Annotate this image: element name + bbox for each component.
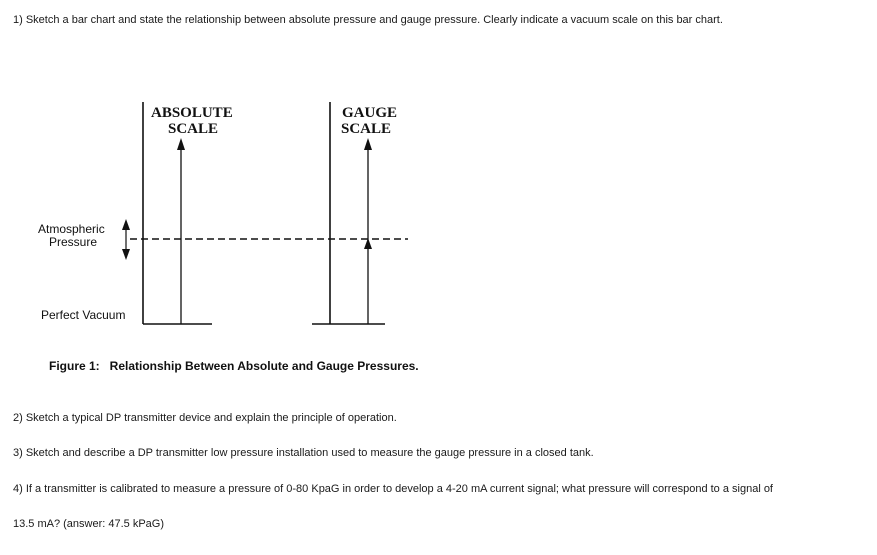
absolute-scale-arrowhead xyxy=(177,138,185,150)
question-4-text-line2: 13.5 mA? (answer: 47.5 kPaG) xyxy=(13,518,165,530)
atmospheric-up-arrowhead xyxy=(122,219,130,230)
atmospheric-pressure-label-line1: Atmospheric xyxy=(38,222,105,236)
gauge-scale-arrowhead xyxy=(364,138,372,150)
question-4-text-line1: 4) If a transmitter is calibrated to measure a pressure of 0-80 KpaG in order to develop a 4-20 mA current signal; what pressure will correspond to a signal of xyxy=(13,483,773,495)
gauge-scale-label-line1: GAUGE xyxy=(342,105,398,121)
atmospheric-down-arrowhead xyxy=(122,249,130,260)
question-1-text: 1) Sketch a bar chart and state the relationship between absolute pressure and gauge pressure. Clearly indicate a vacuum scale on this bar chart. xyxy=(13,14,723,26)
question-2-text: 2) Sketch a typical DP transmitter device and explain the principle of operation. xyxy=(13,412,397,424)
absolute-scale-label-line1: ABSOLUTE xyxy=(151,105,233,121)
absolute-scale-label-line2: SCALE xyxy=(168,121,219,137)
gauge-scale-label-line2: SCALE xyxy=(341,121,392,137)
figure-caption: Figure 1: Relationship Between Absolute and Gauge Pressures. xyxy=(49,359,419,373)
question-3-text: 3) Sketch and describe a DP transmitter low pressure installation used to measure the gauge pressure in a closed tank. xyxy=(13,447,594,459)
perfect-vacuum-label: Perfect Vacuum xyxy=(41,308,126,322)
atmospheric-pressure-label-line2: Pressure xyxy=(49,235,98,249)
